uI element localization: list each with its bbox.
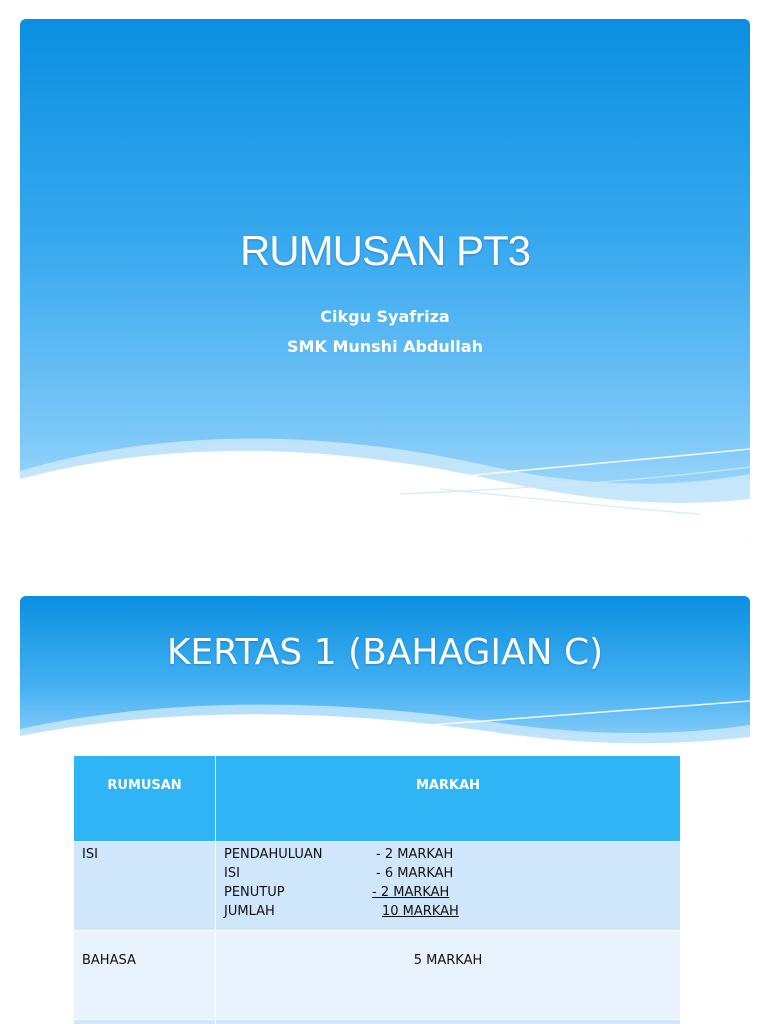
row-value-bahasa: 5 MARKAH [216, 931, 681, 1020]
table-row [74, 842, 681, 931]
markah-line: ISI - 6 MARKAH [224, 866, 454, 881]
markah-line: JUMLAH 10 MARKAH [224, 904, 459, 919]
column-header-markah: MARKAH [216, 756, 681, 842]
row-value-isi [216, 842, 681, 931]
slide-title: KERTAS 1 (BAHAGIAN C) [166, 632, 604, 673]
slide-title: RUMUSAN PT3 [239, 227, 531, 274]
row-label-bahasa: BAHASA [74, 931, 216, 1020]
table-row [74, 931, 681, 1020]
markah-line: PENDAHULUAN - 2 MARKAH [224, 847, 454, 862]
title-slide [20, 19, 750, 539]
author-name: Cikgu Syafriza [320, 307, 450, 326]
row-value-empty [216, 1020, 681, 1024]
content-slide [20, 596, 750, 1024]
row-label-isi: ISI [74, 842, 216, 931]
row-label-empty [74, 1020, 216, 1024]
school-name: SMK Munshi Abdullah [287, 337, 483, 356]
markah-table [73, 755, 681, 1024]
markah-line: PENUTUP - 2 MARKAH [224, 885, 450, 900]
table-row [74, 1020, 681, 1024]
column-header-rumusan: RUMUSAN [74, 756, 216, 842]
table-header-row [74, 756, 681, 842]
wave-decoration [20, 419, 750, 539]
